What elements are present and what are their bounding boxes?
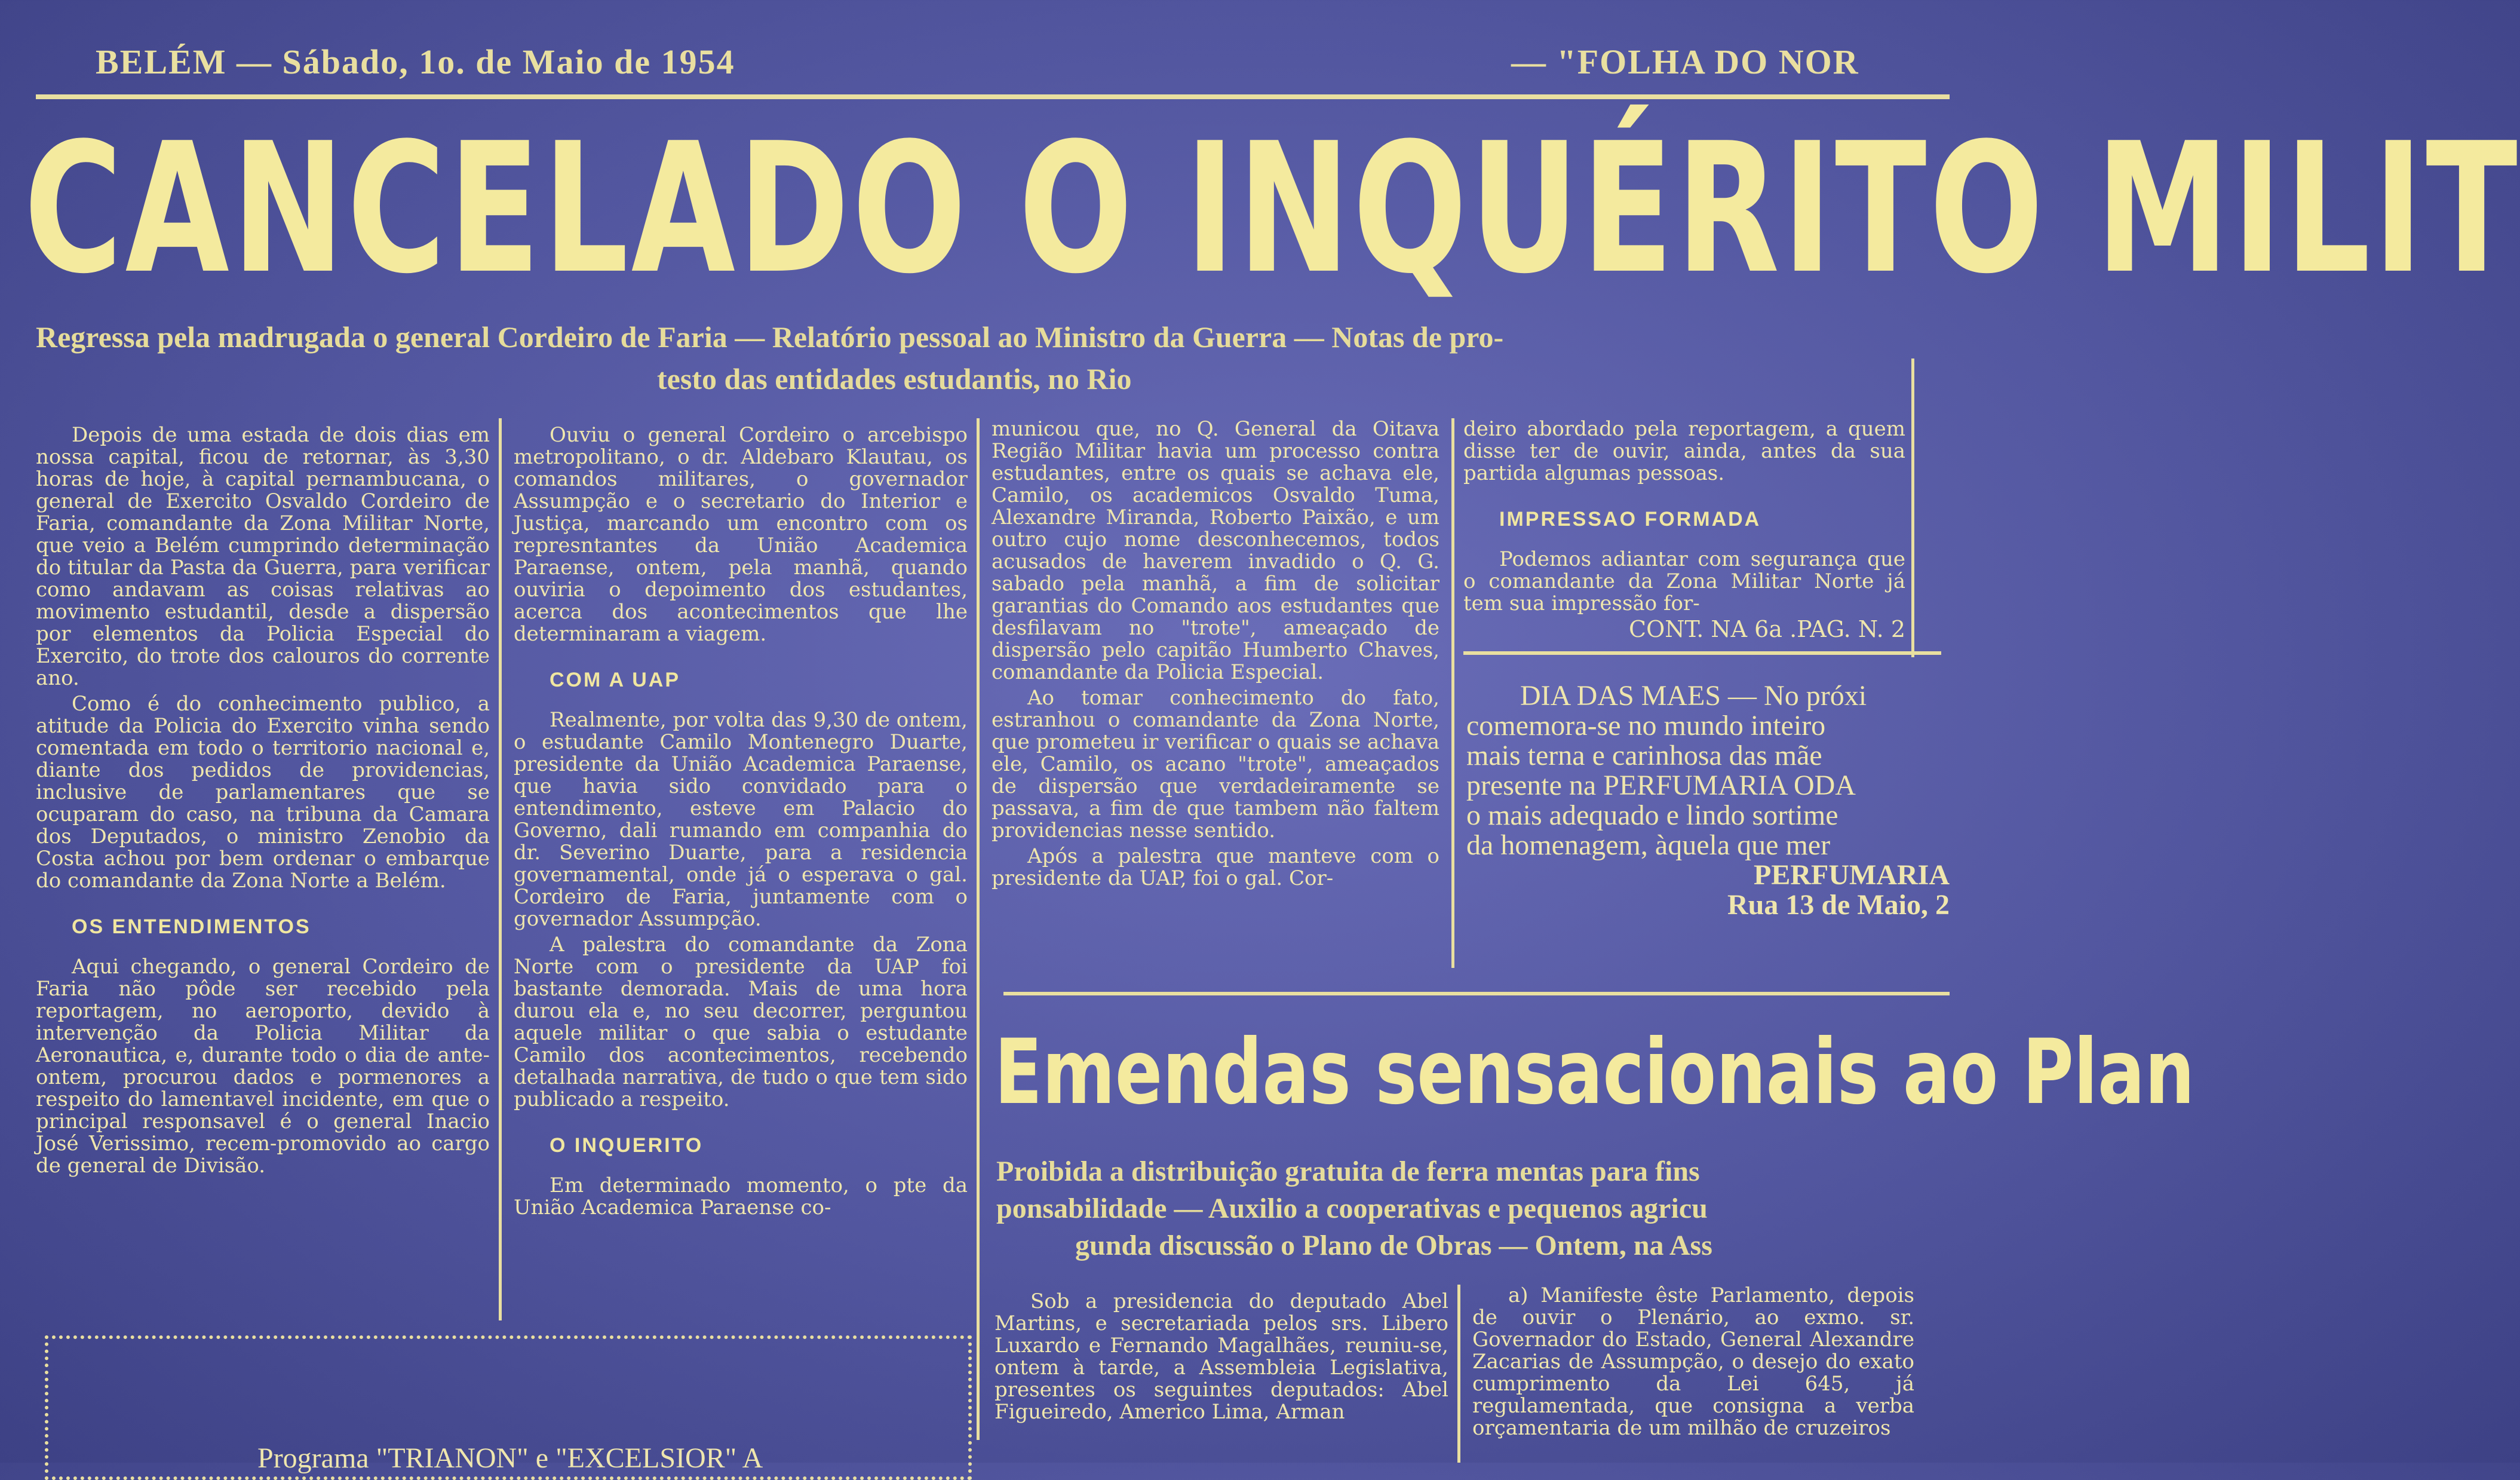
paragraph: municou que, no Q. General da Oitava Região Militar havia um processo contra estudantes, entre os quais se achava ele, Camilo, os academicos Osvaldo Tuma, Alexandre Miranda, Roberto Paixão, e um outro cujo nome desconhecemos, todos acusados de haverem invadido o Q. G. sabado pela manhã, a fim de solicitar garantias do Comando aos estudantes que desfilavam no "trote", ameaçado de dispersão pelo capitão Humberto Chaves, comandante da Policia Especial. [992, 417, 1439, 684]
ad-line: comemora-se no mundo inteiro [1466, 710, 1826, 741]
paragraph: Após a palestra que manteve com o presidente da UAP, foi o gal. Cor- [992, 844, 1439, 890]
second-story-deck-line: ponsabilidade — Auxilio a cooperativas e pequenos agricu [996, 1193, 1708, 1224]
paragraph: Como é do conhecimento publico, a atitude da Policia do Exercito vinha sendo comentada em todo o territorio nacional e, diante dos pedidos de providencias, inclusive de parlamentares que se ocuparam do caso, na tribuna da Camara dos Deputados, o ministro Zenobio da Costa achou por bem ordenar o embarque do comandante da Zona Norte a Belém. [36, 692, 490, 893]
paragraph: Aqui chegando, o general Cordeiro de Faria não pôde ser recebido pela reportagem, no aeroporto, devido à intervenção da Policia Militar da Aeronautica, e, durante todo o dia de ante-ontem, procurou dados e pormenores a respeito do lamentavel incidente, em que o principal responsavel é o general Inacio José Verissimo, recem-promovido ao cargo de general de Divisão. [36, 955, 490, 1178]
continuation-note: CONT. NA 6a .PAG. N. 2 [1629, 616, 1905, 642]
article-column-1 [36, 424, 490, 1181]
column-divider [499, 418, 502, 1320]
ad-line: da homenagem, àquela que mer [1466, 829, 1831, 861]
paragraph: Em determinado momento, o pte da União Academica Paraense co- [514, 1173, 968, 1219]
ad-line: o mais adequado e lindo sortime [1466, 799, 1838, 831]
paragraph: A palestra do comandante da Zona Norte com o presidente da UAP foi bastante demorada. Mais de uma hora durou ela e, no seu decorrer, perguntou aquele militar o que sabia o estudante Camilo dos acontecimentos, recebendo detalhada narrativa, de tudo o que tem sido publicado a respeito. [514, 933, 968, 1111]
ad-line: PERFUMARIA [1754, 859, 1950, 891]
subhead-line-1: Regressa pela madrugada o general Cordeiro de Faria — Relatório pessoal ao Ministro da Guerra — Notas de pro- [36, 320, 1504, 354]
bottom-boxed-notice [45, 1335, 972, 1480]
masthead-date: BELÉM — Sábado, 1o. de Maio de 1954 [96, 42, 735, 81]
second-story-rule [1003, 992, 1950, 995]
masthead-rule [36, 94, 1950, 99]
paragraph: Depois de uma estada de dois dias em nossa capital, ficou de retornar, às 3,30 horas de hoje, à capital pernambucana, o general de Exercito Osvaldo Cordeiro de Faria, comandante da Zona Militar Norte, que veio a Belém cumprindo determinação do titular da Pasta da Guerra, para verificar como andavam as coisas relativas ao movimento estudantil, desde a dispersão por elementos da Policia Especial do Exercito, do trote dos calouros do corrente ano. [36, 423, 490, 690]
article-column-3 [992, 418, 1439, 893]
column-divider [1451, 418, 1454, 968]
masthead-newspaper-name: — "FOLHA DO NOR [1511, 42, 1859, 81]
paragraph: a) Manifeste êste Parlamento, depois de ouvir o Plenário, ao exmo. sr. Governador do Estado, General Alexandre Zacarias de Assumpção, o desejo do exato cumprimento da Lei 645, já regulamentada, que consigna a verba orçamentaria de um milhão de cruzeiros [1472, 1283, 1914, 1440]
paragraph: Ouviu o general Cordeiro o arcebispo metropolitano, o dr. Aldebaro Klautau, os comandos militares, o governador Assumpção e o secretario do Interior e Justiça, marcando um encontro com os represntantes da União Academica Paraense, ontem, pela manhã, quando ouviria o depoimento dos estudantes, acerca dos acontecimentos que lhe determinaram a viagem. [514, 423, 968, 646]
column-divider [977, 418, 980, 1440]
second-story-column-1 [995, 1291, 1448, 1463]
second-story-deck-line: gunda discussão o Plano de Obras — Ontem, na Ass [1075, 1230, 1712, 1261]
column-divider [1911, 358, 1914, 657]
column-divider [1457, 1285, 1460, 1463]
paragraph: Realmente, por volta das 9,30 de ontem, o estudante Camilo Montenegro Duarte, presidente da União Academica Paraense, que havia sido convidado para o entendimento, esteve em Palacio do Governo, dali rumando em companhia do dr. Severino Duarte, para a residencia governamental, onde já o esperava o gal. Cordeiro de Faria, juntamente com o governador Assumpção. [514, 708, 968, 931]
ad-line: DIA DAS MAES — No próxi [1520, 680, 1867, 712]
paragraph: Sob a presidencia do deputado Abel Martins, e secretariada pelos srs. Libero Luxardo e Fernando Magalhães, reuniu-se, ontem à tarde, a Assembleia Legislativa, presentes os seguintes deputados: Abel Figueiredo, Americo Lima, Arman [995, 1289, 1448, 1424]
main-headline: CANCELADO O INQUÉRITO MILIT [24, 105, 2520, 313]
column-4-bottom-rule [1463, 651, 1941, 655]
ad-address: Rua 13 de Maio, 2 [1727, 889, 1950, 921]
article-column-4 [1463, 418, 1905, 641]
article-column-2 [514, 424, 968, 1222]
perfumaria-advertisement [1466, 681, 1950, 920]
ad-line: mais terna e carinhosa das mãe [1466, 740, 1822, 771]
paragraph: deiro abordado pela reportagem, a quem disse ter de ouvir, ainda, antes da sua partida algumas pessoas. [1463, 417, 1905, 485]
section-heading: COM A UAP [550, 669, 681, 691]
second-story-column-2 [1472, 1285, 1914, 1463]
second-story-headline: Emendas sensacionais ao Plan [995, 1021, 2195, 1124]
paragraph: Podemos adiantar com segurança que o comandante da Zona Militar Norte já tem sua impressão for- [1463, 547, 1905, 615]
section-heading: OS ENTENDIMENTOS [72, 915, 311, 938]
section-heading: IMPRESSAO FORMADA [1499, 508, 1761, 531]
second-story-deck-line: Proibida a distribuição gratuita de ferra mentas para fins [996, 1156, 1700, 1187]
section-heading: O INQUERITO [550, 1134, 704, 1157]
boxed-notice-text: Programa "TRIANON" e "EXCELSIOR" A [257, 1442, 763, 1474]
ad-line: presente na PERFUMARIA ODA [1466, 770, 1856, 801]
subhead-line-2: testo das entidades estudantis, no Rio [657, 362, 1132, 396]
paragraph: Ao tomar conhecimento do fato, estranhou o comandante da Zona Norte, que prometeu ir verificar o quais se achava ele, Camilo, os acano "trote", ameaçados de dispersão que verdadeiramente se passava, a fim de que tambem não faltem providencias nesse sentido. [992, 686, 1439, 842]
